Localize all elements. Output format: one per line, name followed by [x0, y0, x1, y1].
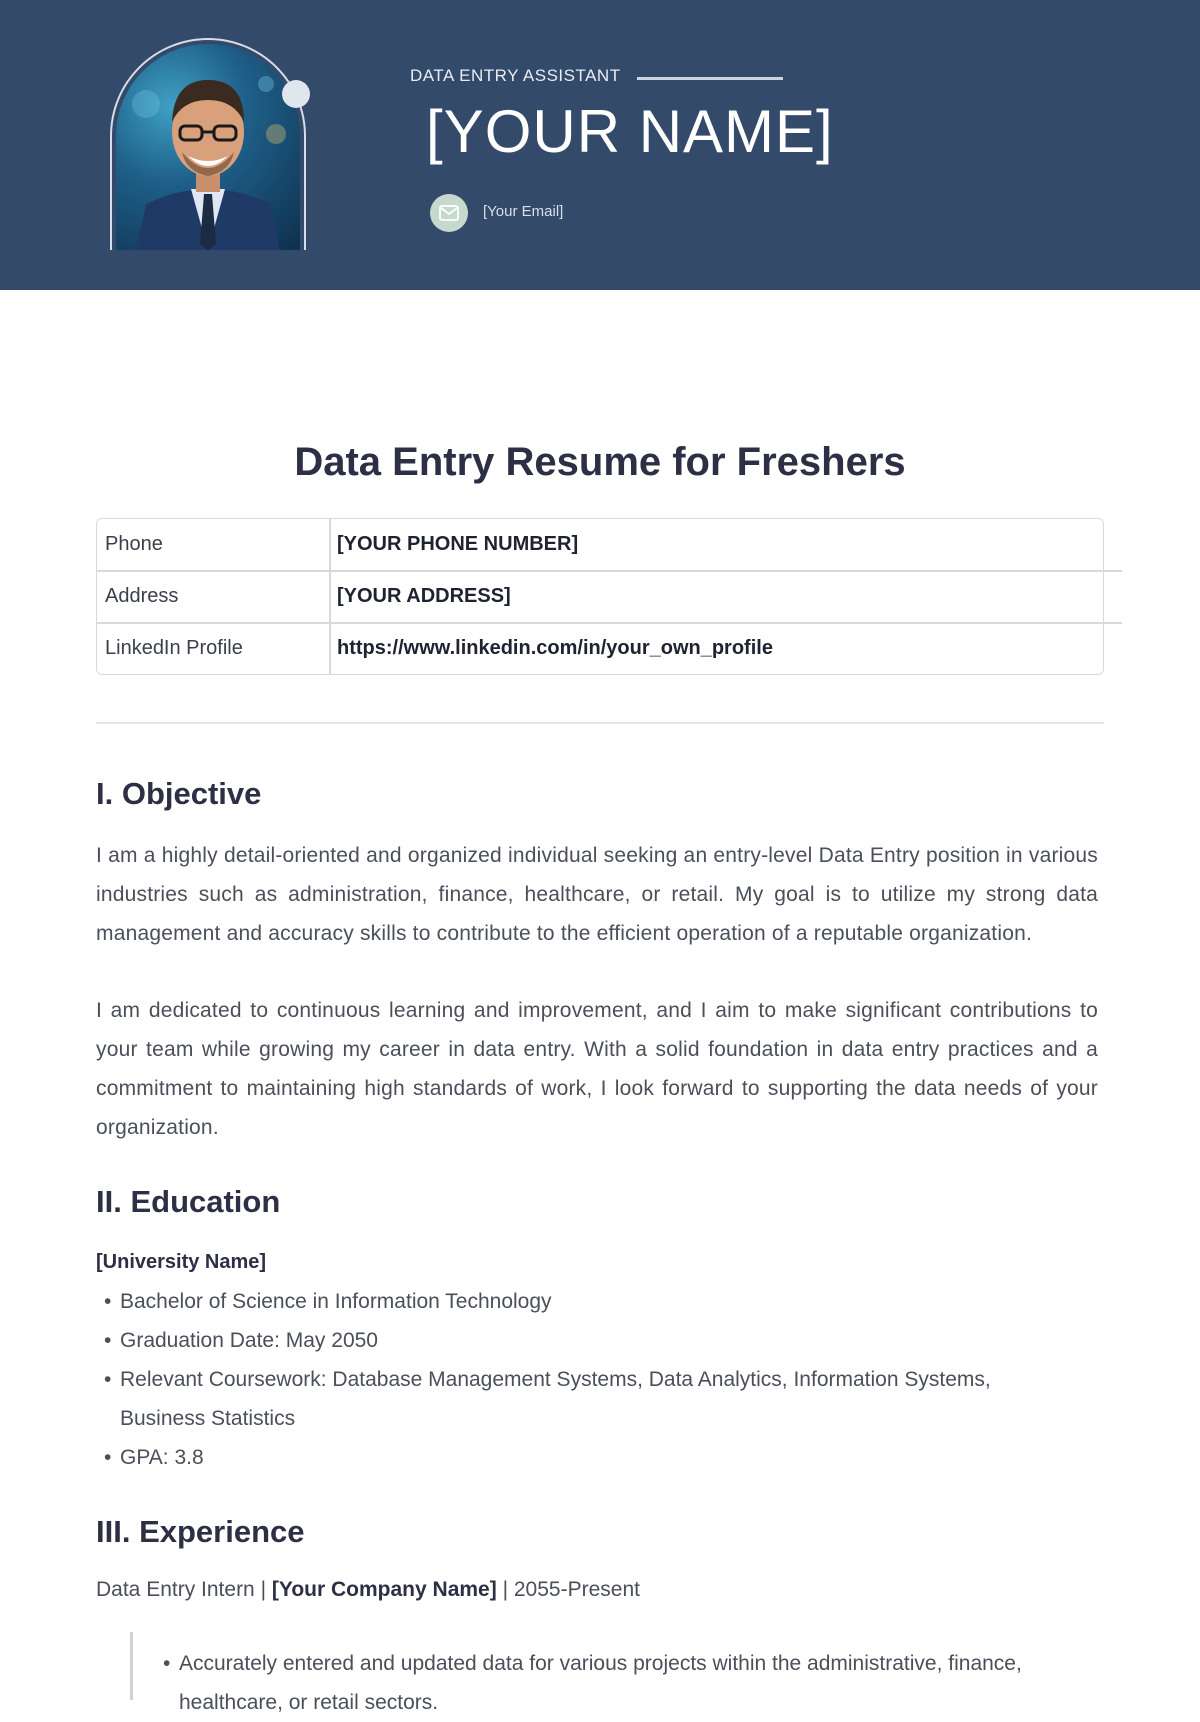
experience-separator: | — [502, 1578, 509, 1601]
candidate-name: [YOUR NAME] — [426, 98, 834, 165]
section-divider — [96, 722, 1104, 724]
contact-label: LinkedIn Profile — [105, 637, 243, 659]
contact-row-linkedin — [97, 623, 1105, 675]
email-icon — [430, 194, 468, 232]
decorative-dot — [282, 80, 310, 108]
profile-photo — [116, 44, 300, 250]
objective-paragraph-2: I am dedicated to continuous learning and improvement, and I aim to make significant contributions to your team while growing my career in data entry. With a solid foundation in data entry practices and a commitment to maintaining high standards of work, I look forward to supporting the data needs of your organization. — [96, 999, 1098, 1139]
list-item: • Accurately entered and updated data for various projects within the administrative, finance, healthcare, or retail sectors. — [163, 1644, 1083, 1722]
document-title: Data Entry Resume for Freshers — [294, 440, 906, 484]
experience-role: Data Entry Intern — [96, 1578, 255, 1601]
contact-label: Phone — [105, 533, 163, 555]
experience-list — [163, 1644, 1083, 1722]
experience-summary-line — [96, 1578, 640, 1602]
education-heading: II. Education — [96, 1184, 281, 1219]
experience-details — [130, 1632, 1090, 1714]
experience-period: 2055-Present — [513, 1578, 640, 1601]
list-item: • Bachelor of Science in Information Technology — [96, 1282, 1016, 1321]
job-title-rule — [637, 77, 783, 80]
experience-company: [Your Company Name] — [271, 1578, 497, 1601]
job-title: DATA ENTRY ASSISTANT — [410, 66, 621, 85]
university-name: [University Name] — [96, 1251, 267, 1273]
education-list — [96, 1282, 1016, 1477]
list-item: • Graduation Date: May 2050 — [96, 1321, 1016, 1360]
contact-row-address — [97, 571, 1105, 623]
list-item: • GPA: 3.8 — [96, 1438, 1016, 1477]
contact-row-phone — [97, 519, 1105, 571]
header-banner — [0, 0, 1200, 290]
objective-heading: I. Objective — [96, 776, 262, 811]
experience-separator: | — [260, 1578, 267, 1601]
profile-photo-frame — [110, 38, 306, 250]
contact-value: [YOUR ADDRESS] — [337, 585, 511, 607]
contact-label: Address — [105, 585, 179, 607]
email-text: [Your Email] — [483, 203, 564, 220]
contact-value: [YOUR PHONE NUMBER] — [337, 533, 579, 555]
experience-heading: III. Experience — [96, 1514, 305, 1549]
contact-table — [96, 518, 1104, 675]
linkedin-link[interactable]: https://www.linkedin.com/in/your_own_profile — [337, 637, 773, 659]
list-item: • Relevant Coursework: Database Management Systems, Data Analytics, Information Systems, Business Statistics — [96, 1360, 1016, 1438]
objective-paragraph-1: I am a highly detail-oriented and organized individual seeking an entry-level Data Entry position in various industries such as administration, finance, healthcare, or retail. My goal is to utilize my strong data management and accuracy skills to contribute to the efficient operation of a reputable organization. — [96, 844, 1098, 945]
person-illustration — [116, 44, 300, 250]
